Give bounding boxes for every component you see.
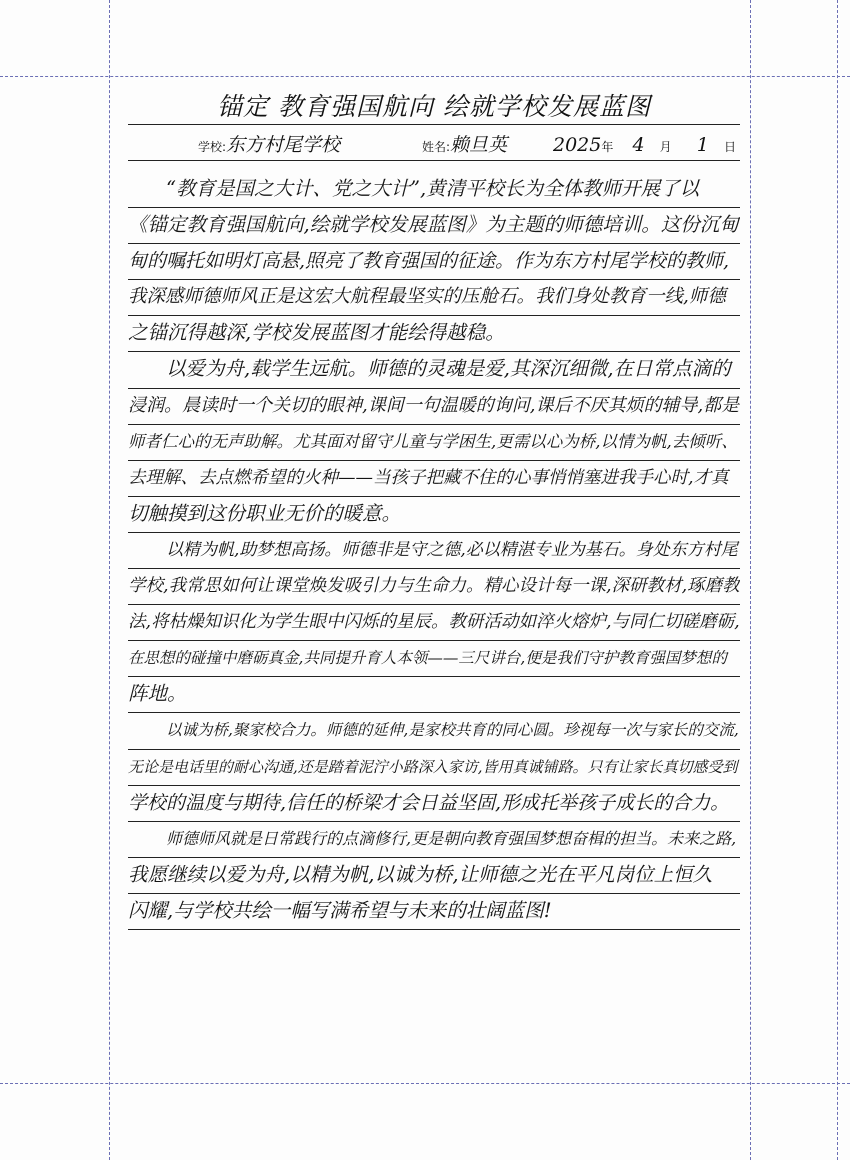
school-value: 东方村尾学校 <box>226 134 341 156</box>
title-underline <box>128 124 740 125</box>
text-line: 法,将枯燥知识化为学生眼中闪烁的星辰。教研活动如淬火熔炉,与同仁切磋磨砺, <box>128 605 740 641</box>
school-field <box>198 130 340 160</box>
text-line: 在思想的碰撞中磨砺真金,共同提升育人本领——三尺讲台,便是我们守护教育强国梦想的 <box>128 641 740 677</box>
date-month-label: 月 <box>659 140 672 154</box>
text-line: 甸的嘱托如明灯高悬,照亮了教育强国的征途。作为东方村尾学校的教师, <box>128 244 740 280</box>
text-line: 师者仁心的无声助解。尤其面对留守儿童与学困生,更需以心为桥,以情为帆,去倾听、 <box>128 425 740 461</box>
text-line: 闪耀,与学校共绘一幅写满希望与未来的壮阔蓝图! <box>128 894 740 930</box>
date-day: 1 <box>696 134 709 156</box>
text-line: 《锚定教育强国航向,绘就学校发展蓝图》为主题的师德培训。这份沉甸 <box>128 208 740 244</box>
text-line: “教育是国之大计、党之大计”,黄清平校长为全体教师开展了以 <box>128 172 740 208</box>
guide-line-left <box>109 0 110 1160</box>
name-field <box>422 130 507 160</box>
guide-line-right <box>750 0 751 1160</box>
text-line: 以精为帆,助梦想高扬。师德非是守之德,必以精湛专业为基石。身处东方村尾 <box>128 533 740 569</box>
text-line: 切触摸到这份职业无价的暖意。 <box>128 497 740 533</box>
date-year-label: 年 <box>601 140 614 154</box>
text-line: 之锚沉得越深,学校发展蓝图才能绘得越稳。 <box>128 316 740 352</box>
essay-body <box>128 172 740 930</box>
text-line: 以爱为舟,载学生远航。师德的灵魂是爱,其深沉细微,在日常点滴的 <box>128 352 740 388</box>
text-line: 浸润。晨读时一个关切的眼神,课间一句温暖的询问,课后不厌其烦的辅导,都是 <box>128 389 740 425</box>
text-line: 以诚为桥,聚家校合力。师德的延伸,是家校共育的同心圆。珍视每一次与家长的交流, <box>128 713 740 749</box>
school-label: 学校: <box>198 140 227 154</box>
date-month: 4 <box>632 134 645 156</box>
guide-line-edge <box>837 0 838 1160</box>
text-line: 无论是电话里的耐心沟通,还是踏着泥泞小路深入家访,皆用真诚铺路。只有让家长真切感受到 <box>128 750 740 786</box>
text-line: 去理解、去点燃希望的火种——当孩子把藏不住的心事悄悄塞进我手心时,才真 <box>128 461 740 497</box>
guide-line-bottom <box>0 1083 850 1084</box>
text-line: 学校,我常思如何让课堂焕发吸引力与生命力。精心设计每一课,深研教材,琢磨教 <box>128 569 740 605</box>
name-value: 赖旦英 <box>450 134 508 156</box>
date-field <box>553 130 736 160</box>
date-year: 2025 <box>553 134 602 156</box>
text-line: 师德师风就是日常践行的点滴修行,更是朝向教育强国梦想奋楫的担当。未来之路, <box>128 822 740 858</box>
guide-line-top <box>0 76 850 77</box>
text-line: 我愿继续以爱为舟,以精为帆,以诚为桥,让师德之光在平凡岗位上恒久 <box>128 858 740 894</box>
text-line: 我深感师德师风正是这宏大航程最坚实的压舱石。我们身处教育一线,师德 <box>128 280 740 316</box>
meta-underline <box>128 160 740 161</box>
date-day-label: 日 <box>723 140 736 154</box>
text-line: 阵地。 <box>128 677 740 713</box>
text-line: 学校的温度与期待,信任的桥梁才会日益坚固,形成托举孩子成长的合力。 <box>128 786 740 822</box>
page-title: 锚定 教育强国航向 绘就学校发展蓝图 <box>217 92 651 121</box>
name-label: 姓名: <box>422 140 451 154</box>
